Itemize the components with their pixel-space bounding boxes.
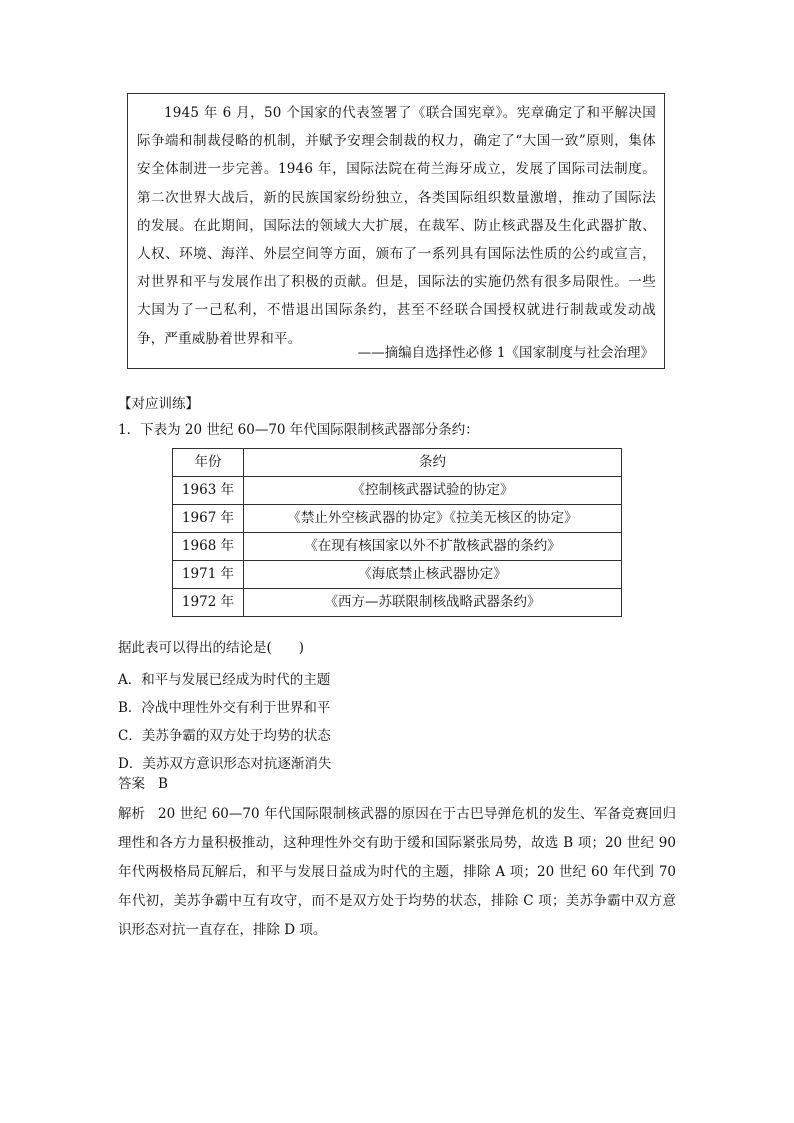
row-treaty: 《在现有核国家以外不扩散核武器的条约》 [244,533,622,561]
option-d: D．美苏双方意识形态对抗逐渐消失 [118,756,332,772]
table-row [173,561,622,589]
table-row [173,505,622,533]
row-treaty: 《西方—苏联限制核战略武器条约》 [244,589,622,617]
row-treaty: 《海底禁止核武器协定》 [244,561,622,589]
treaty-table [172,448,622,617]
analysis-block [118,800,676,945]
row-year: 1971 年 [173,561,244,589]
table-row [173,477,622,505]
row-treaty: 《禁止外空核武器的协定》《拉美无核区的协定》 [244,505,622,533]
row-year: 1963 年 [173,477,244,505]
material-source: ——摘编自选择性必修 1《国家制度与社会治理》 [357,345,654,361]
question-prompt: 据此表可以得出的结论是( ) [118,640,305,656]
header-year: 年份 [173,449,244,477]
option-b: B．冷战中理性外交有利于世界和平 [118,700,331,716]
answer-line [118,775,168,793]
table-row [173,589,622,617]
analysis-label: 解析 [118,806,145,822]
header-treaty: 条约 [244,449,622,477]
row-year: 1972 年 [173,589,244,617]
material-paragraph: 1945 年 6 月，50 个国家的代表签署了《联合国宪章》。宪章确定了和平解决国际争端和制裁侵略的机制，并赋予安理会制裁的权力，确定了“大国一致”原则，集体安全体制进一步完善。1946 年，国际法院在荷兰海牙成立，发展了国际司法制度。第二次世界大战后，新的民族国家纷纷独立，各类国际组织数量激增，推动了国际法的发展。在此期间，国际法的领域大大扩展，在裁军、防止核武器及生化武器扩散、人权、环境、海洋、外层空间等方面，颁布了一系列具有国际法性质的公约或宣言，对世界和平与发展作出了积极的贡献。但是，国际法的实施仍然有很多局限性。一些大国为了一己私利，不惜退出国际条约，甚至不经联合国授权就进行制裁或发动战争，严重威胁着世界和平。 [137,105,656,347]
row-year: 1968 年 [173,533,244,561]
analysis-text: 20 世纪 60—70 年代国际限制核武器的原因在于古巴导弹危机的发生、军备竞赛回归理性和各方力量积极推动，这种理性外交有助于缓和国际紧张局势，故选 B 项；20 世纪 90 年代两极格局瓦解后，和平与发展日益成为时代的主题，排除 A 项；20 世纪 60 年代到 70 年代初，美苏争霸中互有攻守，而不是双方处于均势的状态，排除 C 项；美苏争霸中双方意识形态对抗一直存在，排除 D 项。 [118,806,676,938]
row-treaty: 《控制核武器试验的协定》 [244,477,622,505]
table-header-row [173,449,622,477]
option-c: C．美苏争霸的双方处于均势的状态 [118,728,331,744]
option-list [118,666,331,778]
row-year: 1967 年 [173,505,244,533]
section-label: 【对应训练】 [118,396,199,412]
option-a: A．和平与发展已经成为时代的主题 [118,672,331,688]
answer-value: B [158,776,168,792]
table-row [173,533,622,561]
question-stem: 1．下表为 20 世纪 60—70 年代国际限制核武器部分条约： [118,422,479,438]
material-box [127,93,665,369]
answer-label: 答案 [118,776,145,792]
